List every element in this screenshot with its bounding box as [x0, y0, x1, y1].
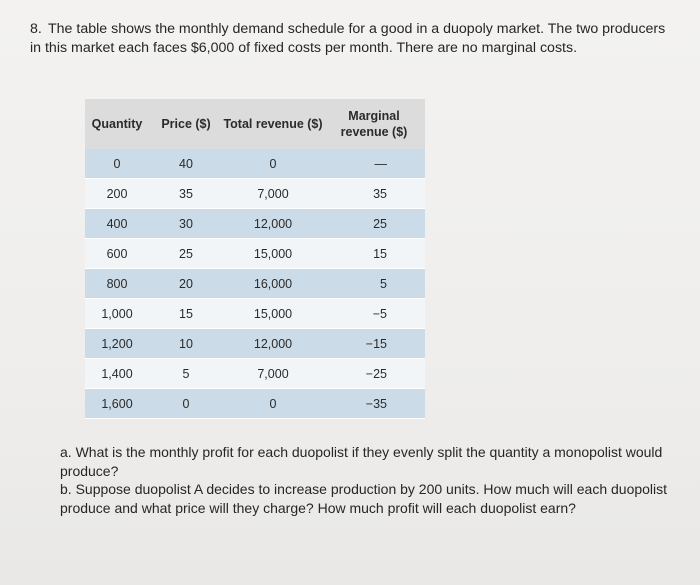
cell-price: 10 [149, 329, 223, 359]
table-row [85, 269, 425, 299]
cell-marginal-revenue: −35 [323, 389, 425, 419]
part-a: a. What is the monthly profit for each duopolist if they evenly split the quantity a monopolist would produce? [60, 444, 663, 479]
question-number: 8. [30, 21, 42, 37]
cell-price: 20 [149, 269, 223, 299]
table-row [85, 179, 425, 209]
cell-total-revenue: 7,000 [223, 179, 323, 209]
cell-total-revenue: 15,000 [223, 299, 323, 329]
table-row [85, 329, 425, 359]
cell-marginal-revenue: −15 [323, 329, 425, 359]
part-b: b. Suppose duopolist A decides to increase production by 200 units. How much will each duopolist produce and what price will they charge? How much profit will each duopolist earn? [60, 481, 668, 516]
cell-price: 25 [149, 239, 223, 269]
cell-total-revenue: 12,000 [223, 209, 323, 239]
cell-total-revenue: 15,000 [223, 239, 323, 269]
header-marginal-revenue: Marginal revenue ($) [323, 99, 425, 149]
table-row [85, 239, 425, 269]
table-row [85, 209, 425, 239]
question-parts [60, 443, 670, 517]
cell-marginal-revenue: 35 [323, 179, 425, 209]
cell-total-revenue: 16,000 [223, 269, 323, 299]
demand-schedule-table [85, 99, 425, 419]
cell-marginal-revenue: 5 [323, 269, 425, 299]
cell-price: 40 [149, 149, 223, 179]
table-body [85, 149, 425, 419]
cell-quantity: 600 [85, 239, 149, 269]
cell-price: 5 [149, 359, 223, 389]
cell-price: 15 [149, 299, 223, 329]
question-prompt [30, 20, 670, 58]
cell-price: 0 [149, 389, 223, 419]
table-row [85, 149, 425, 179]
question-text: The table shows the monthly demand schedule for a good in a duopoly market. The two producers in this market each faces $6,000 of fixed costs per month. There are no marginal costs. [30, 21, 666, 56]
table-row [85, 299, 425, 329]
cell-total-revenue: 12,000 [223, 329, 323, 359]
cell-marginal-revenue: −25 [323, 359, 425, 389]
cell-quantity: 400 [85, 209, 149, 239]
cell-marginal-revenue: 25 [323, 209, 425, 239]
header-total-revenue: Total revenue ($) [223, 99, 323, 149]
cell-price: 30 [149, 209, 223, 239]
cell-quantity: 0 [85, 149, 149, 179]
cell-marginal-revenue: — [323, 149, 425, 179]
header-price: Price ($) [149, 99, 223, 149]
cell-total-revenue: 0 [223, 389, 323, 419]
table-row [85, 389, 425, 419]
cell-quantity: 1,400 [85, 359, 149, 389]
cell-marginal-revenue: −5 [323, 299, 425, 329]
header-quantity: Quantity [85, 99, 149, 149]
cell-price: 35 [149, 179, 223, 209]
cell-quantity: 1,200 [85, 329, 149, 359]
cell-total-revenue: 7,000 [223, 359, 323, 389]
cell-quantity: 1,600 [85, 389, 149, 419]
table-row [85, 359, 425, 389]
cell-marginal-revenue: 15 [323, 239, 425, 269]
cell-total-revenue: 0 [223, 149, 323, 179]
cell-quantity: 200 [85, 179, 149, 209]
cell-quantity: 800 [85, 269, 149, 299]
table-header-row [85, 99, 425, 149]
cell-quantity: 1,000 [85, 299, 149, 329]
